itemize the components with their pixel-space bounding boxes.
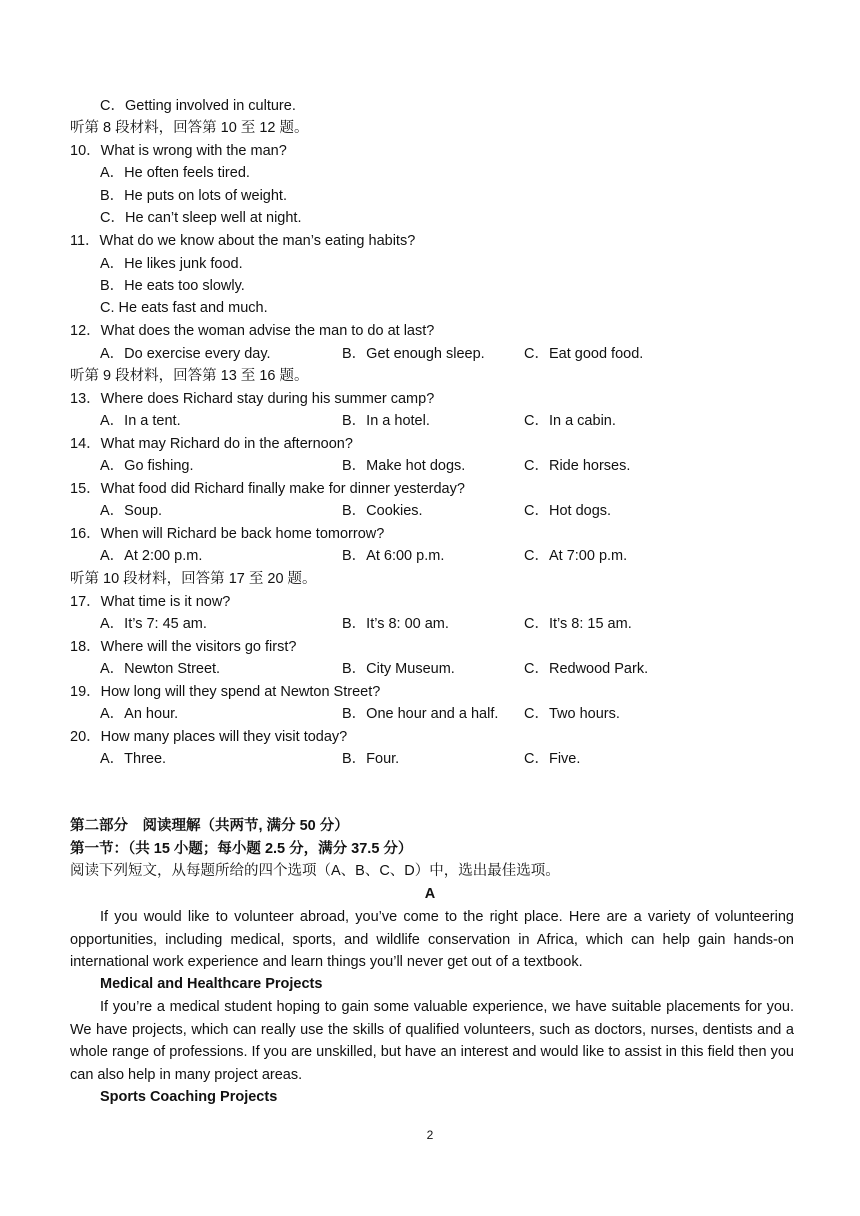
q17-option-b: B．It’s 8: 00 am. <box>342 616 449 632</box>
q15-option-a: A．Soup. <box>100 503 163 519</box>
q14-question: 14．What may Richard do in the afternoon? <box>70 436 353 452</box>
passage-intro: If you would like to volunteer abroad, you’ve come to the right place. Here are a variety of volunteering opportunities, including medical, sports, and wildlife conservation in Africa, which can help gain hands-on international work experience and learn things you’ll never get out of a textbook. <box>70 909 794 971</box>
reading-instruction: 阅读下列短文，从每题所给的四个选项（A、B、C、D）中，选出最佳选项。 <box>70 863 560 879</box>
q20-option-b: B．Four. <box>342 751 400 767</box>
q9-option-c: C．Getting involved in culture. <box>100 98 296 114</box>
q16-option-c: C．At 7:00 p.m. <box>524 548 628 564</box>
q11-option-a: A．He likes junk food. <box>100 256 243 272</box>
q20-question: 20．How many places will they visit today? <box>70 729 348 745</box>
q14-option-b: B．Make hot dogs. <box>342 458 466 474</box>
q17-question: 17．What time is it now? <box>70 594 231 610</box>
q10-option-a: A．He often feels tired. <box>100 165 250 181</box>
q15-option-c: C．Hot dogs. <box>524 503 612 519</box>
q13-option-c: C．In a cabin. <box>524 413 616 429</box>
heading-medical-healthcare: Medical and Healthcare Projects <box>100 976 323 992</box>
q16-option-a: A．At 2:00 p.m. <box>100 548 203 564</box>
section-10-instruction: 听第 10 段材料，回答第 17 至 20 题。 <box>70 571 317 587</box>
page-number: 2 <box>426 1128 434 1142</box>
q11-question: 11．What do we know about the man’s eating habits? <box>70 233 416 249</box>
q15-question: 15．What food did Richard finally make for dinner yesterday? <box>70 481 465 497</box>
q16-question: 16．When will Richard be back home tomorrow? <box>70 526 385 542</box>
q14-option-c: C．Ride horses. <box>524 458 631 474</box>
q17-option-a: A．It’s 7: 45 am. <box>100 616 207 632</box>
q15-option-b: B．Cookies. <box>342 503 423 519</box>
q13-question: 13．Where does Richard stay during his summer camp? <box>70 391 435 407</box>
q12-question: 12．What does the woman advise the man to do at last? <box>70 323 435 339</box>
q19-question: 19．How long will they spend at Newton Street? <box>70 684 381 700</box>
q18-question: 18．Where will the visitors go first? <box>70 639 297 655</box>
q11-option-c: C. He eats fast and much. <box>100 300 268 316</box>
q18-option-a: A．Newton Street. <box>100 661 221 677</box>
q16-option-b: B．At 6:00 p.m. <box>342 548 445 564</box>
q11-option-b: B．He eats too slowly. <box>100 278 245 294</box>
q18-option-c: C．Redwood Park. <box>524 661 649 677</box>
q14-option-a: A．Go fishing. <box>100 458 194 474</box>
section-9-instruction: 听第 9 段材料，回答第 13 至 16 题。 <box>70 368 309 384</box>
q12-option-a: A．Do exercise every day. <box>100 346 271 362</box>
passage-medical-paragraph: If you’re a medical student hoping to gain some valuable experience, we have suitable placements for you. We have projects, which can really use the skills of qualified volunteers, such as doctors, nurses, dentists and a whole range of professions. If you are unskilled, but have an interest and would like to assist in this field then you can also help in many project areas. <box>70 999 794 1083</box>
q19-option-c: C．Two hours. <box>524 706 620 722</box>
q20-option-a: A．Three. <box>100 751 167 767</box>
q10-question: 10．What is wrong with the man? <box>70 143 287 159</box>
section-8-instruction: 听第 8 段材料，回答第 10 至 12 题。 <box>70 120 309 136</box>
q10-option-c: C．He can’t sleep well at night. <box>100 210 302 226</box>
reading-section-title: 第一节：（共 15 小题；每小题 2.5 分，满分 37.5 分） <box>70 841 413 857</box>
reading-part-title: 第二部分 阅读理解（共两节, 满分 50 分） <box>70 818 349 834</box>
q10-option-b: B．He puts on lots of weight. <box>100 188 287 204</box>
q13-option-a: A．In a tent. <box>100 413 181 429</box>
q19-option-b: B．One hour and a half. <box>342 706 499 722</box>
q12-option-b: B．Get enough sleep. <box>342 346 485 362</box>
q12-option-c: C．Eat good food. <box>524 346 644 362</box>
q17-option-c: C．It’s 8: 15 am. <box>524 616 632 632</box>
q13-option-b: B．In a hotel. <box>342 413 430 429</box>
q20-option-c: C．Five. <box>524 751 581 767</box>
heading-sports-coaching: Sports Coaching Projects <box>100 1089 278 1105</box>
q18-option-b: B．City Museum. <box>342 661 455 677</box>
passage-label: A <box>424 886 436 902</box>
q19-option-a: A．An hour. <box>100 706 179 722</box>
